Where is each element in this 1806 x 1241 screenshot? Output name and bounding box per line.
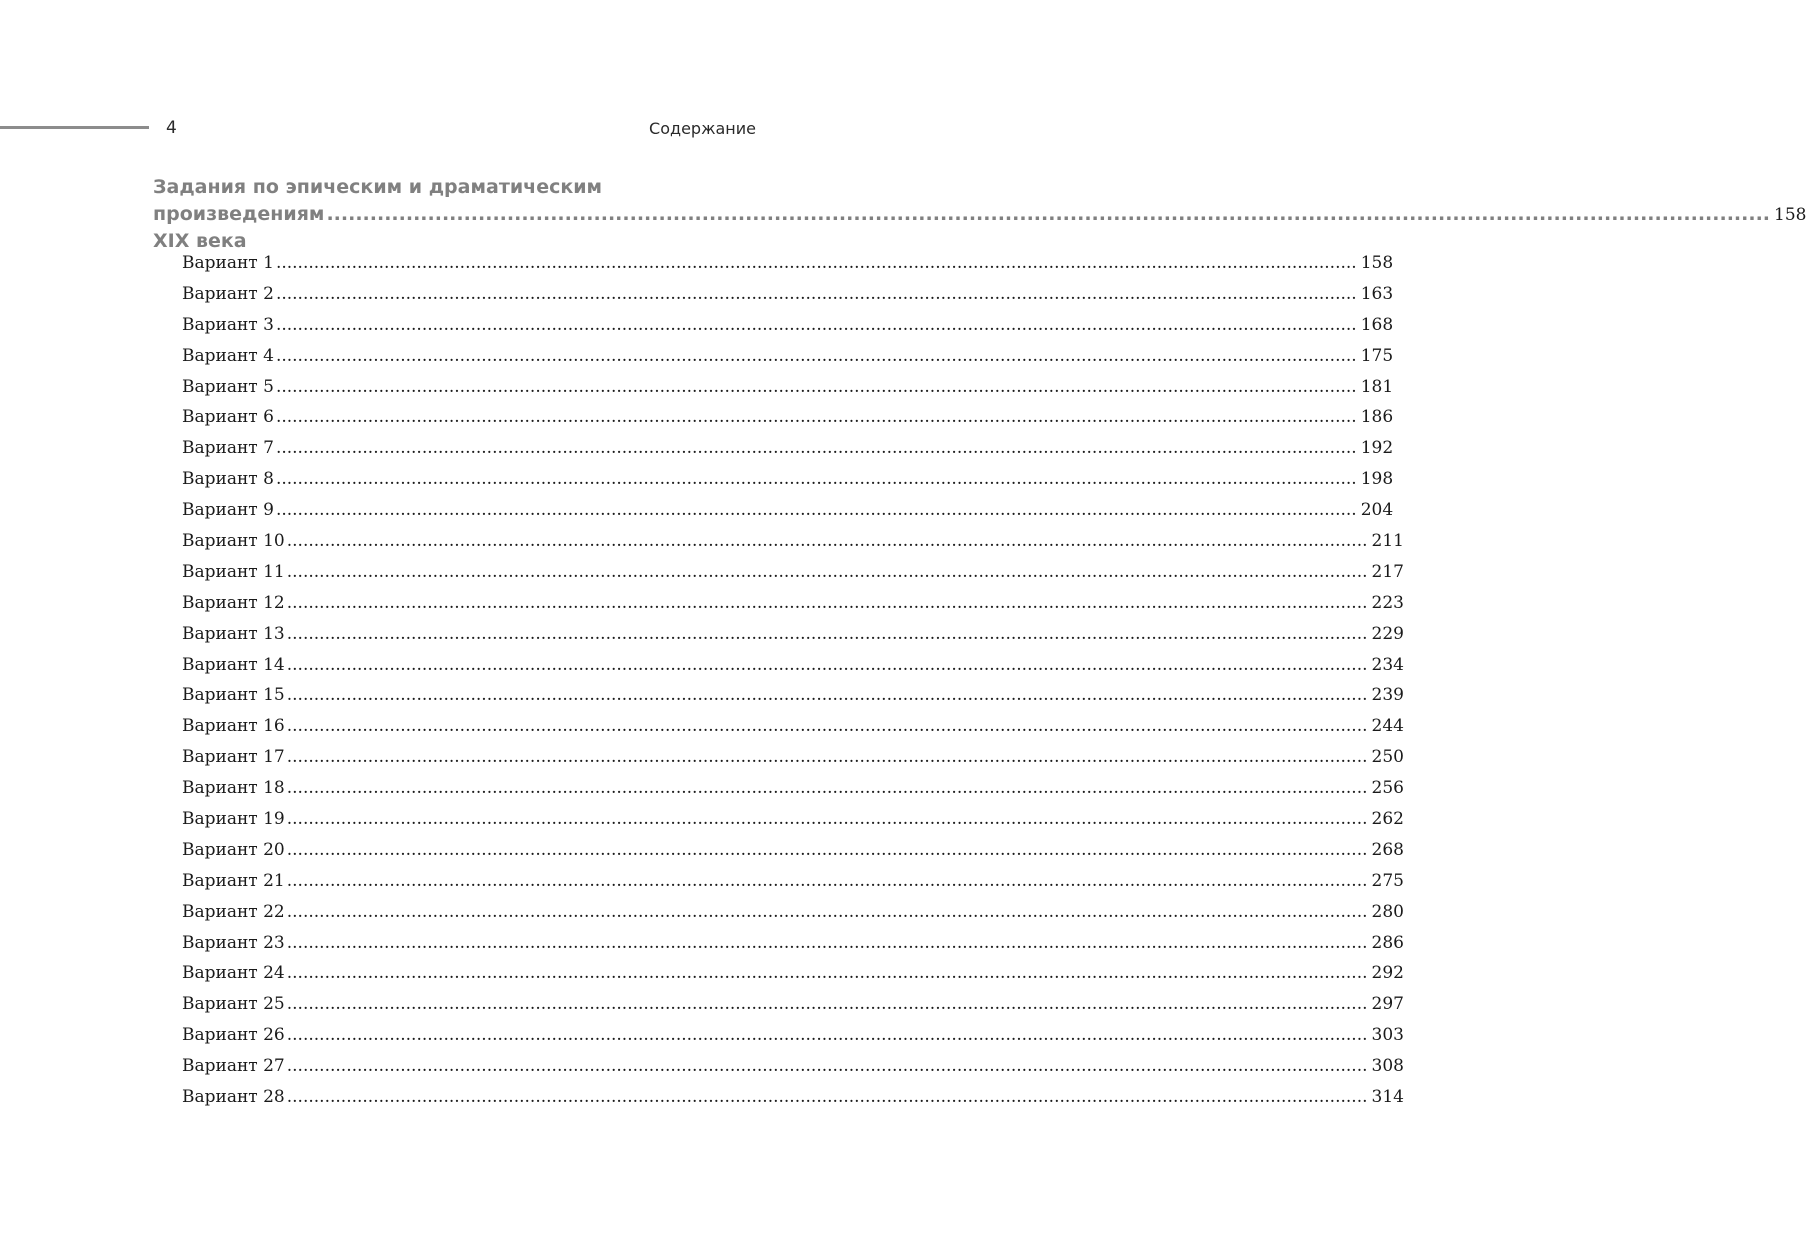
page-number: 4: [166, 118, 177, 138]
toc-entry[interactable]: [182, 1082, 1404, 1113]
toc-entry[interactable]: [182, 557, 1404, 588]
toc-entry[interactable]: [182, 310, 1394, 341]
toc-entry-label: Вариант 27: [182, 1056, 285, 1077]
toc-entry-page-number: 217: [1371, 561, 1404, 582]
toc-entry-label: Вариант 15: [182, 685, 285, 706]
toc-entry[interactable]: [182, 742, 1404, 773]
toc-entry-label: Вариант 14: [182, 654, 285, 675]
toc-entry-page-number: 229: [1371, 623, 1404, 644]
toc-entry-page-number: 286: [1371, 932, 1404, 953]
toc-entry-page-number: 192: [1360, 438, 1394, 459]
toc-entry-label: Вариант 20: [182, 839, 285, 860]
toc-entry-label: Вариант 26: [182, 1025, 285, 1046]
toc-entry-page-number: 223: [1371, 592, 1404, 613]
toc-entry-page-number: 256: [1371, 778, 1404, 799]
toc-entry-page-number: 262: [1371, 809, 1404, 830]
dot-leader: ........................................................................................................................................................................................................: [286, 592, 1368, 613]
toc-entry-page-number: 158: [1360, 253, 1394, 273]
toc-entry[interactable]: [182, 402, 1394, 433]
toc-entry[interactable]: [182, 897, 1404, 928]
dot-leader: ........................................................................................................................................................................................................: [286, 901, 1368, 922]
toc-entry-label: Вариант 28: [182, 1087, 285, 1108]
dot-leader: ........................................................................................................................................................................................................: [286, 963, 1368, 984]
dot-leader: ........................................................................................................................................................................................................: [275, 500, 1357, 521]
toc-entry-page-number: 168: [1360, 314, 1394, 335]
toc-entry-page-number: 280: [1371, 901, 1404, 922]
toc-entry[interactable]: [182, 341, 1394, 372]
toc-entry[interactable]: [182, 588, 1404, 619]
toc-entry[interactable]: [182, 372, 1394, 403]
toc-list: [182, 248, 1404, 1113]
toc-entry-page-number: 244: [1371, 716, 1404, 737]
toc-entry[interactable]: [182, 650, 1404, 681]
toc-entry[interactable]: [182, 958, 1404, 989]
toc-entry-page-number: 204: [1360, 500, 1394, 521]
toc-entry-page-number: 292: [1371, 963, 1404, 984]
dot-leader: ........................................................................................................................................................................................................: [275, 376, 1357, 397]
dot-leader: ........................................................................................................................................................................................................: [286, 654, 1368, 675]
toc-entry-page-number: 308: [1371, 1056, 1404, 1077]
toc-section-heading[interactable]: [153, 174, 1806, 255]
toc-entry-label: Вариант 6: [182, 407, 274, 428]
dot-leader: ........................................................................................................................................................................................................: [275, 345, 1357, 366]
toc-entry[interactable]: [182, 804, 1404, 835]
toc-entry[interactable]: [182, 464, 1394, 495]
toc-entry-label: Вариант 18: [182, 778, 285, 799]
toc-entry-label: Вариант 8: [182, 469, 274, 490]
toc-entry[interactable]: [182, 989, 1404, 1020]
toc-entry-label: Вариант 25: [182, 994, 285, 1015]
toc-entry-label: Вариант 12: [182, 592, 285, 613]
toc-entry-label: Вариант 19: [182, 809, 285, 830]
toc-entry-page-number: 211: [1371, 531, 1404, 552]
dot-leader: ........................................................................................................................................................................................................: [286, 809, 1368, 830]
toc-entry-label: Вариант 13: [182, 623, 285, 644]
dot-leader: ........................................................................................................................................................................................................: [286, 839, 1368, 860]
toc-entry-label: Вариант 22: [182, 901, 285, 922]
toc-entry-page-number: 314: [1371, 1087, 1404, 1108]
toc-entry-page-number: 163: [1360, 283, 1394, 304]
toc-entry[interactable]: [182, 526, 1404, 557]
toc-entry-page-number: 303: [1371, 1025, 1404, 1046]
toc-entry-page-number: 175: [1360, 345, 1394, 366]
toc-entry-label: Вариант 16: [182, 716, 285, 737]
dot-leader: ........................................................................................................................................................................................................: [286, 747, 1368, 768]
dot-leader: ........................................................................................................................................................................................................: [326, 203, 1771, 225]
toc-entry-page-number: 186: [1360, 407, 1394, 428]
dot-leader: ........................................................................................................................................................................................................: [275, 253, 1357, 273]
toc-entry-page-number: 297: [1371, 994, 1404, 1015]
dot-leader: ........................................................................................................................................................................................................: [286, 870, 1368, 891]
toc-entry-label: Вариант 3: [182, 314, 274, 335]
running-head: Содержание: [649, 119, 756, 138]
toc-entry[interactable]: [182, 680, 1404, 711]
toc-entry[interactable]: [182, 835, 1404, 866]
toc-entry[interactable]: [182, 495, 1394, 526]
toc-entry[interactable]: [182, 619, 1404, 650]
toc-entry-label: Вариант 23: [182, 932, 285, 953]
section-page-number: 158: [1774, 205, 1806, 225]
toc-entry-page-number: 239: [1371, 685, 1404, 706]
section-title-line2: произведениям XIX века: [153, 203, 325, 252]
toc-entry-label: Вариант 7: [182, 438, 274, 459]
dot-leader: ........................................................................................................................................................................................................: [286, 561, 1368, 582]
dot-leader: ........................................................................................................................................................................................................: [275, 283, 1357, 304]
dot-leader: ........................................................................................................................................................................................................: [286, 623, 1368, 644]
toc-entry[interactable]: [182, 1051, 1404, 1082]
toc-entry[interactable]: [182, 279, 1394, 310]
toc-entry-label: Вариант 1: [182, 253, 274, 273]
toc-entry-label: Вариант 5: [182, 376, 274, 397]
dot-leader: ........................................................................................................................................................................................................: [286, 932, 1368, 953]
dot-leader: ........................................................................................................................................................................................................: [286, 1087, 1368, 1108]
toc-entry-label: Вариант 21: [182, 870, 285, 891]
dot-leader: ........................................................................................................................................................................................................: [275, 314, 1357, 335]
toc-entry[interactable]: [182, 773, 1404, 804]
header-rule: [0, 126, 149, 129]
dot-leader: ........................................................................................................................................................................................................: [275, 407, 1357, 428]
toc-entry[interactable]: [182, 928, 1404, 959]
dot-leader: ........................................................................................................................................................................................................: [286, 685, 1368, 706]
dot-leader: ........................................................................................................................................................................................................: [286, 1025, 1368, 1046]
dot-leader: ........................................................................................................................................................................................................: [286, 778, 1368, 799]
toc-entry[interactable]: [182, 866, 1404, 897]
dot-leader: ........................................................................................................................................................................................................: [286, 1056, 1368, 1077]
toc-entry-label: Вариант 2: [182, 283, 274, 304]
toc-entry-page-number: 275: [1371, 870, 1404, 891]
toc-entry-label: Вариант 10: [182, 531, 285, 552]
toc-entry[interactable]: [182, 1020, 1404, 1051]
toc-entry-label: Вариант 24: [182, 963, 285, 984]
toc-entry-label: Вариант 17: [182, 747, 285, 768]
toc-entry-page-number: 198: [1360, 469, 1394, 490]
toc-entry-label: Вариант 4: [182, 345, 274, 366]
toc-entry-page-number: 268: [1371, 839, 1404, 860]
toc-entry-label: Вариант 11: [182, 561, 285, 582]
section-title-line1: Задания по эпическим и драматическим: [153, 176, 603, 198]
toc-entry-page-number: 250: [1371, 747, 1404, 768]
dot-leader: ........................................................................................................................................................................................................: [286, 716, 1368, 737]
toc-entry-page-number: 234: [1371, 654, 1404, 675]
toc-entry-page-number: 181: [1360, 376, 1394, 397]
toc-entry[interactable]: [182, 248, 1394, 279]
dot-leader: ........................................................................................................................................................................................................: [275, 469, 1357, 490]
dot-leader: ........................................................................................................................................................................................................: [286, 994, 1368, 1015]
dot-leader: ........................................................................................................................................................................................................: [286, 531, 1368, 552]
toc-entry[interactable]: [182, 711, 1404, 742]
toc-entry[interactable]: [182, 433, 1394, 464]
toc-entry-label: Вариант 9: [182, 500, 274, 521]
dot-leader: ........................................................................................................................................................................................................: [275, 438, 1357, 459]
